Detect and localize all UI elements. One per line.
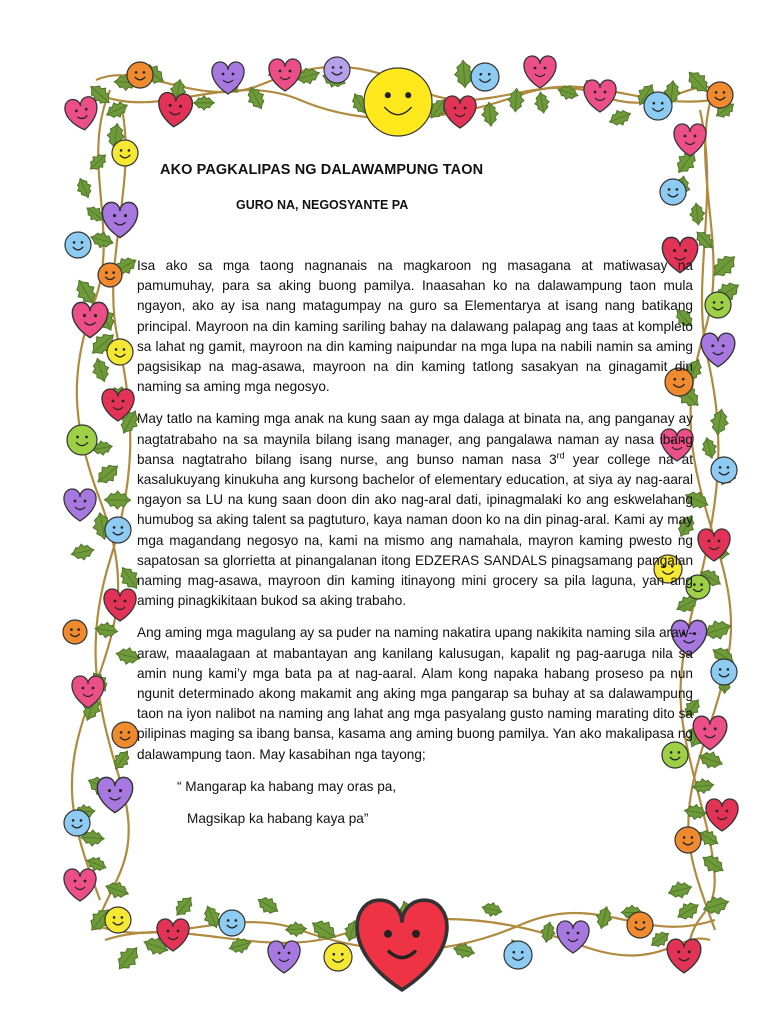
page-subtitle: GURO NA, NEGOSYANTE PA bbox=[236, 198, 409, 212]
paragraph-2 bbox=[137, 409, 693, 611]
quote-line-1: “ Mangarap ka habang may oras pa, bbox=[177, 778, 397, 794]
paragraph-2-part-2: year college na at kasalukuyang kinukuha ang kursong bachelor of elementary education, at siya ay nag-aaral ngayon sa LU na kung saan doon din ako nag-aral dati, ipinagmalaki ko ang eskwelahang humubog sa aking talent sa pagtuturo, kaya naman doon ko na din pinag-aral. Kami ay may mga magandang negosyo na, kami na mismo ang namahala, mayron kaming pwesto ng sapatosan sa glorrietta at pinangalanan itong EDZERAS SANDALS pinagsamang pangalan naming mag-asawa, mayroon din kaming itinayong mini grocery sa pila laguna, yan ang aming pinagkikitaan bukod sa aking trabaho. bbox=[137, 451, 693, 609]
page-title: AKO PAGKALIPAS NG DALAWAMPUNG TAON bbox=[160, 162, 484, 178]
body-text bbox=[137, 256, 693, 829]
paragraph-1: Isa ako sa mga taong nagnanais na magkaroon ng masagana at matiwasay na pamumuhay, para sa aking buong pamilya. Inaasahan ko na dalawampung taon mula ngayon, ako ay isa nang matagumpay na guro sa Elementarya at isang nang batikang principal. Mayroon na din kaming sariling bahay na dalawang palapag ang taas at kompleto sa lahat ng gamit, mayroon na din kaming naipundar na mga lupa na nabili namin sa aming pagsisikap na mag-asawa, mayroon na din kaming tatlong sasakyan na ginagamit din naming sa aming mga negosyo. bbox=[137, 258, 693, 395]
paragraph-3: Ang aming mga magulang ay sa puder na naming nakatira upang nakikita naming sila araw-araw, maaalagaan at mabantayan ang kanilang kalusugan, kapalit ng pag-aaruga nila sa amin nung kami’y mga bata pa at nag-aaral. Alam kong napaka habang proseso pa nun ngunit determinado akong makamit ang aking mga pangarap sa buhay at sa dalawampung taon na iyon nalibot na naming ang lahat ang mga pasyalang gusto naming marating dito sa pilipinas maging sa ibang bansa, kasama ang aming buong pamilya. Yan ako makalipasa ng dalawampung taon. May kasabihan nga tayong; bbox=[137, 625, 693, 762]
paragraph-2-part-1: May tatlo na kaming mga anak na kung saan ay mga dalaga at binata na, ang panganay ay nagtatrabaho na sa maynila bilang isang manager, ang pangalawa naman ay nasa ibang bansa nagtatraho bilang isang nurse, ang bunso naman nasa 3 bbox=[137, 411, 693, 467]
quote-line-2: Magsikap ka habang kaya pa” bbox=[187, 810, 369, 826]
ordinal-superscript: rd bbox=[556, 450, 565, 461]
document-page bbox=[137, 0, 697, 1024]
